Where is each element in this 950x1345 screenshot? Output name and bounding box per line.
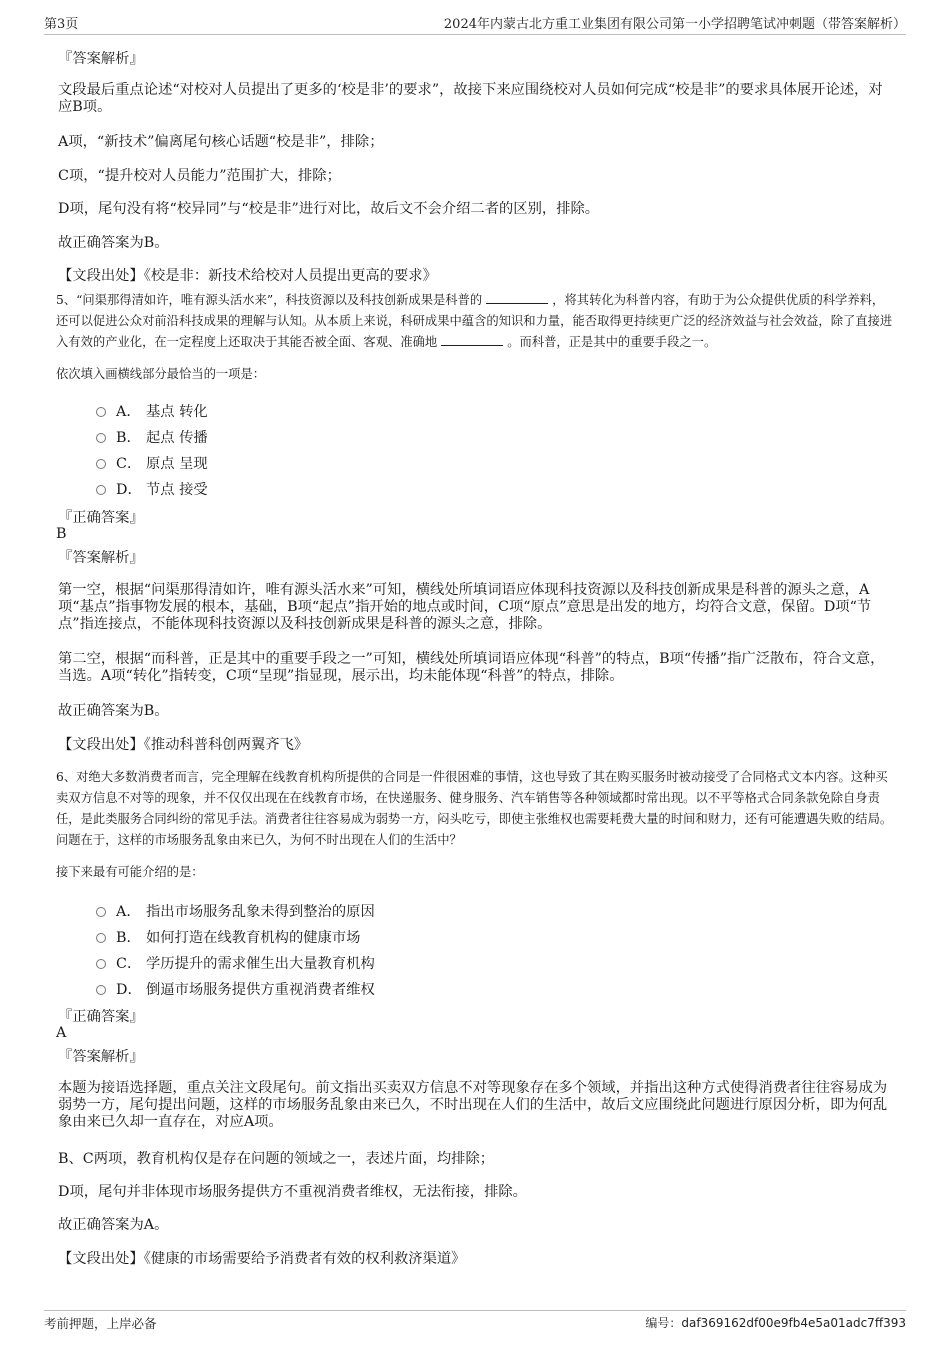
- radio-icon[interactable]: [96, 907, 106, 917]
- document-code: 编号：daf369162df00e9fb4e5a01adc7ff393: [645, 1316, 906, 1330]
- q5-answer: B: [56, 526, 67, 542]
- footer-slogan: 考前押题，上岸必备: [44, 1316, 157, 1331]
- q5-prompt: 依次填入画横线部分最恰当的一项是：: [56, 367, 266, 381]
- radio-icon[interactable]: [96, 407, 106, 417]
- fill-blank-2: [441, 333, 503, 346]
- page-footer: [44, 1310, 906, 1332]
- radio-icon[interactable]: [96, 459, 106, 469]
- q6-stem: 6、对绝大多数消费者而言，完全理解在线教育机构所提供的合同是一件很困难的事情，这也导致了其在购买服务时被动接受了合同格式文本内容。这种买卖双方信息不对等的现象，并不仅仅出现在在线教育市场，在快递服务、健身服务、汽车销售等各种领域都时常出现。以不平等格式合同条款免除自身责任，是此类服务合同纠纷的常见手法。消费者往往容易成为弱势一方，闷头吃亏，即使主张维权也需要耗费大量的时间和财力，还有可能遭遇失败的结局。问题在于，这样的市场服务乱象由来已久，为何不时出现在人们的生活中？: [56, 770, 893, 847]
- q5-analysis-p1: 第一空，根据“问渠那得清如许，唯有源头活水来”可知，横线处所填词语应体现科技资源以及科技创新成果是科普的源头之意，A项“基点”指事物发展的根本，基础，B项“起点”指开始的地点或时间，C项“原点”意思是出发的地方，均符合文意，保留。D项“节点”指连接点，不能体现科技资源以及科技创新成果是科普的源头之意，排除。: [58, 582, 872, 632]
- q4-analysis-p3: C项，“提升校对人员能力”范围扩大，排除；: [58, 168, 341, 184]
- q6-answer: A: [56, 1025, 67, 1041]
- q5-analysis-p3: 故正确答案为B。: [58, 703, 169, 719]
- q5-option-b[interactable]: B． 起点 传播: [96, 427, 208, 447]
- q6-source: 【文段出处】《健康的市场需要给予消费者有效的权利救济渠道》: [58, 1251, 466, 1267]
- q4-analysis-p2: A项，“新技术”偏离尾句核心话题“校是非”，排除；: [58, 134, 384, 150]
- q6-analysis-label: 『答案解析』: [58, 1049, 144, 1065]
- radio-icon[interactable]: [96, 959, 106, 969]
- q4-analysis-p5: 故正确答案为B。: [58, 235, 169, 251]
- q6-analysis-p2: B、C两项，教育机构仅是存在问题的领域之一，表述片面，均排除；: [58, 1151, 495, 1167]
- q5-option-a[interactable]: A． 基点 转化: [96, 401, 208, 421]
- radio-icon[interactable]: [96, 433, 106, 443]
- radio-icon[interactable]: [96, 985, 106, 995]
- q6-analysis-p3: D项，尾句并非体现市场服务提供方不重视消费者维权，无法衔接，排除。: [58, 1184, 527, 1200]
- q5-analysis-label: 『答案解析』: [58, 550, 144, 566]
- q5-answer-label: 『正确答案』: [58, 510, 144, 526]
- q6-prompt: 接下来最有可能介绍的是：: [56, 865, 204, 879]
- q4-source: 【文段出处】《校是非：新技术给校对人员提出更高的要求》: [58, 268, 437, 284]
- page-number: 第3页: [44, 17, 79, 32]
- q5-analysis-p2: 第二空，根据“而科普，正是其中的重要手段之一”可知，横线处所填词语应体现“科普”的特点，B项“传播”指广泛散布，符合文意，当选。A项“转化”指转变，C项“呈现”指显现，展示出，均未能体现“科普”的特点，排除。: [58, 651, 885, 684]
- radio-icon[interactable]: [96, 933, 106, 943]
- q5-option-d[interactable]: D． 节点 接受: [96, 479, 208, 499]
- document-title: 2024年内蒙古北方重工业集团有限公司第一小学招聘笔试冲刺题（带答案解析）: [443, 17, 906, 32]
- q6-option-c[interactable]: C． 学历提升的需求催生出大量教育机构: [96, 953, 375, 973]
- q6-option-b[interactable]: B． 如何打造在线教育机构的健康市场: [96, 927, 360, 947]
- q6-answer-label: 『正确答案』: [58, 1009, 144, 1025]
- q6-analysis-p4: 故正确答案为A。: [58, 1217, 169, 1233]
- q4-analysis-p1: 文段最后重点论述“对校对人员提出了更多的‘校是非’的要求”，故接下来应围绕校对人员如何完成“校是非”的要求具体展开论述，对应B项。: [58, 82, 883, 115]
- q6-option-a[interactable]: A． 指出市场服务乱象未得到整治的原因: [96, 901, 375, 921]
- page-header: [44, 12, 906, 35]
- q4-analysis-p4: D项，尾句没有将“校异同”与“校是非”进行对比，故后文不会介绍二者的区别，排除。: [58, 201, 600, 217]
- q4-analysis-label: 『答案解析』: [58, 51, 144, 67]
- radio-icon[interactable]: [96, 485, 106, 495]
- q6-option-d[interactable]: D． 倒逼市场服务提供方重视消费者维权: [96, 979, 375, 999]
- q5-stem: 5、“问渠那得清如许，唯有源头活水来”，科技资源以及科技创新成果是科普的 ，将其转化为科普内容，有助于为公众提供优质的科学养料，还可以促进公众对前沿科技成果的理解与认知。从本质上来说，科研成果中蕴含的知识和力量，能否取得更持续更广泛的经济效益与社会效益，除了直接进入有效的产业化，在一定程度上还取决于其能否被全面、客观、准确地 。而科普，正是其中的重要手段之一。: [56, 293, 893, 349]
- q5-option-c[interactable]: C． 原点 呈现: [96, 453, 208, 473]
- q6-analysis-p1: 本题为接语选择题，重点关注文段尾句。前文指出买卖双方信息不对等现象存在多个领域，并指出这种方式使得消费者往往容易成为弱势一方，尾句提出问题，这样的市场服务乱象由来已久，不时出现在人们的生活中，故后文应围绕此问题进行原因分析，即为何乱象由来已久却一直存在，对应A项。: [58, 1080, 888, 1130]
- q5-source: 【文段出处】《推动科普科创两翼齐飞》: [58, 737, 309, 753]
- fill-blank-1: [486, 291, 548, 304]
